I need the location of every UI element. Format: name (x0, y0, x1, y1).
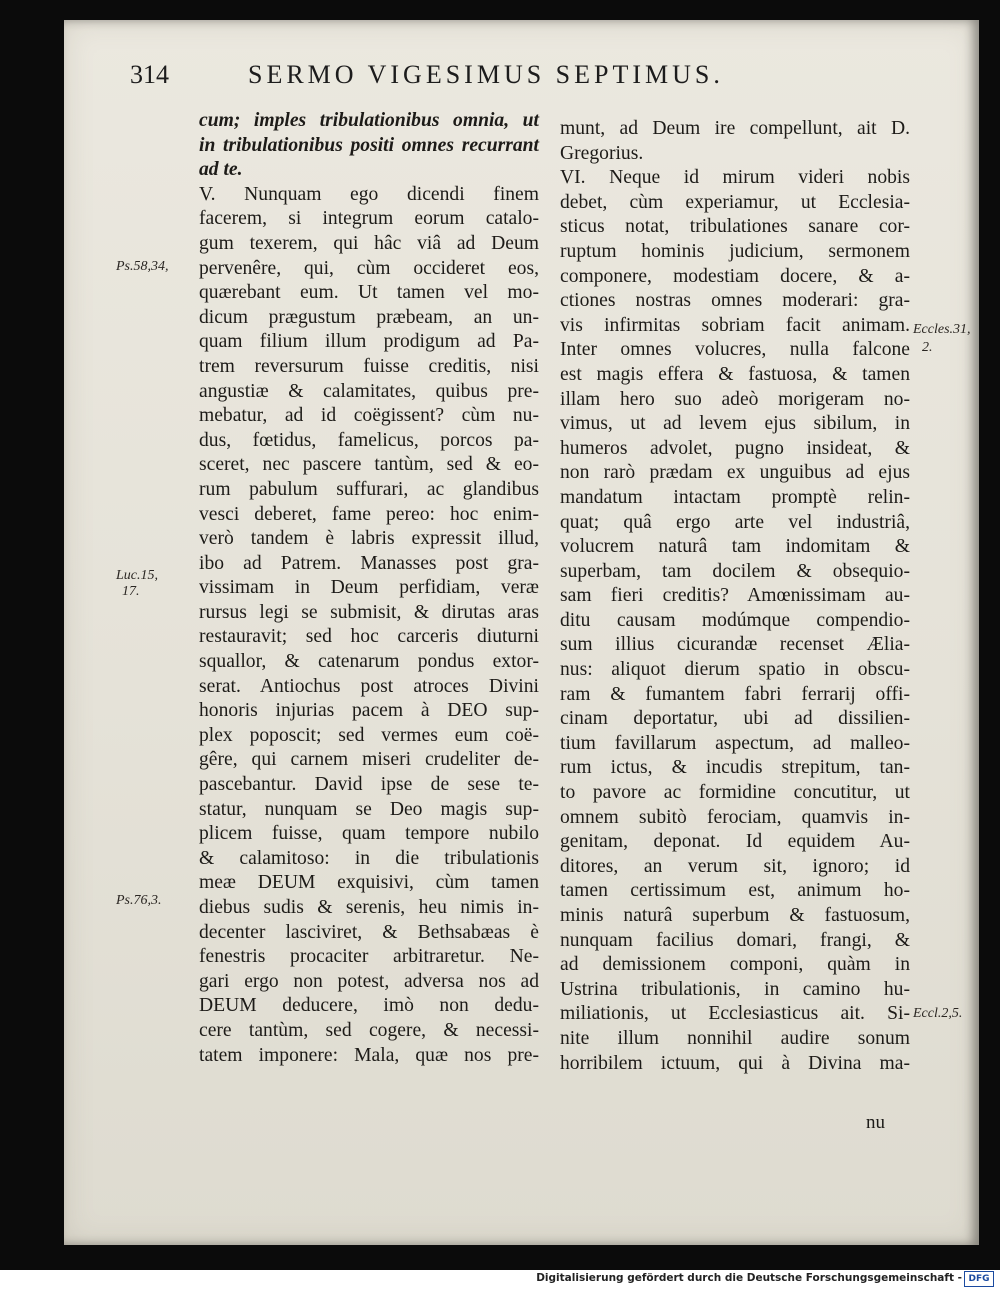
text-line: mebatur, ad id coëgissent? cùm nu- (199, 405, 539, 427)
margin-note-ps76: Ps.76,3. (116, 893, 162, 908)
text-line: nus: aliquot dierum spatio in obscu- (560, 659, 910, 681)
text-line: Ustrina tribulationis, in camino hu- (560, 978, 910, 1000)
text-line: munt, ad Deum ire compellunt, ait D. (560, 118, 910, 139)
text-line: quærebant eum. Ut tamen vel mo- (199, 282, 539, 304)
text-line: facerem, si integrum eorum catalo- (199, 208, 539, 230)
text-line: tamen certissimum est, animum ho- (560, 880, 910, 902)
margin-note-ps58: Ps.58,34, (116, 259, 169, 274)
text-line: sum illius cicurandæ recenset Ælia- (560, 634, 910, 656)
text-line: vissimam in Deum perfidiam, veræ (199, 577, 539, 599)
text-line: decenter lasciviret, & Bethsabæas è (199, 921, 539, 943)
right-text-column (560, 117, 910, 1076)
text-line: diebus sudis & serenis, heu nimis in- (199, 897, 539, 918)
page-number: 314 (130, 60, 169, 89)
text-line: to pavore ac formidine concutitur, ut (560, 782, 910, 804)
text-line: rursus legi se submisit, & dirutas aras (199, 601, 539, 623)
text-line: componere, modestiam docere, & a- (560, 265, 910, 287)
left-text-column (199, 109, 539, 1068)
text-line: gari ergo non potest, adversa nos ad (199, 970, 539, 992)
text-line: genitam, deponat. Id equidem Au- (560, 831, 910, 853)
text-line: humeros advolet, pugno insideat, & (560, 437, 910, 459)
text-line: vesci deberet, fame pereo: hoc enim- (199, 503, 539, 525)
text-line: tium favillarum aspectum, ad malleo- (560, 732, 910, 754)
text-line: fenestris procaciter arbitraretur. Ne- (199, 946, 539, 968)
margin-note-eccles31: Eccles.31, (913, 322, 971, 337)
margin-note-eccles31-verse: 2. (922, 340, 933, 355)
text-line: statur, nunquam se Deo magis sup- (199, 798, 539, 820)
text-line: ram & fumantem fabri ferrarij offi- (560, 683, 910, 705)
text-line: dus, fœtidus, famelicus, porcos pa- (199, 429, 539, 451)
text-line: ditores, an verum sit, ignoro; id (560, 855, 910, 877)
margin-note-eccl2: Eccl.2,5. (913, 1006, 963, 1021)
text-line: VI. Neque id mirum videri nobis (560, 167, 910, 189)
text-line: rum pabulum suffurari, ac glandibus (199, 478, 539, 500)
text-line: omnem subitò ferociam, quamvis in- (560, 806, 910, 828)
text-line: ctiones nostras omnes moderari: gra- (560, 290, 910, 312)
text-line: miliationis, ut Ecclesiasticus ait. Si- (560, 1003, 910, 1025)
text-line: cinam deportatur, ubi ad dissilien- (560, 708, 910, 730)
text-line: debet, cùm experiamur, ut Ecclesia- (560, 191, 910, 213)
text-line: superbam, tam docilem & obsequio- (560, 560, 910, 582)
text-line: mandatum intactam promptè relin- (560, 486, 910, 508)
margin-note-luc15: Luc.15, (116, 568, 158, 583)
text-line: meæ DEUM exquisivi, cùm tamen (199, 872, 539, 894)
text-line: gum texerem, qui hâc viâ ad Deum (199, 232, 539, 254)
text-line: ruptum hominis judicium, sermonem (560, 240, 910, 262)
text-line: & calamitoso: in die tribulationis (199, 847, 539, 869)
text-line: quam filium illum prodigum ad Pa- (199, 331, 539, 353)
catchword: nu (866, 1112, 885, 1133)
text-line: trem reversurum fuisse creditis, nisi (199, 355, 539, 377)
text-line: quat; quâ ergo arte vel industriâ, (560, 511, 910, 533)
text-line: plicem fuisse, quam tempore nubilo (199, 823, 539, 845)
text-line: ditu causam modúmque compendio- (560, 609, 910, 631)
text-line: DEUM deducere, imò non dedu- (199, 995, 539, 1017)
text-line: pervenêre, qui, cùm occideret eos, (199, 257, 539, 279)
text-line: vis infirmitas sobriam facit animam. (560, 314, 910, 336)
running-head: SERMO VIGESIMUS SEPTIMUS. (248, 60, 724, 89)
text-line: illam hero suo adeò morigeram no- (560, 388, 910, 410)
text-line: restauravit; sed hoc carceris diuturni (199, 626, 539, 648)
text-line: serat. Antiochus post atroces Divini (199, 675, 539, 697)
text-line: in tribulationibus positi omnes recurrant (199, 134, 539, 156)
page-header (130, 60, 830, 100)
text-line: nite illum nonnihil audire sonum (560, 1027, 910, 1049)
text-line: sceret, nec pascere tantùm, sed & eo- (199, 454, 539, 476)
text-line: rum ictus, & incudis strepitum, tan- (560, 757, 910, 779)
text-line: dicum prægustum præbeam, an un- (199, 306, 539, 328)
text-line: plex poposcit; sed vermes eum coë- (199, 724, 539, 746)
text-line: cum; imples tribulationibus omnia, ut (199, 110, 539, 131)
text-line: V. Nunquam ego dicendi finem (199, 183, 539, 205)
text-line: sticus notat, tribulationes sanare cor- (560, 216, 910, 238)
text-line: vimus, ut ad levem ejus sibilum, in (560, 413, 910, 435)
text-line: tatem imponere: Mala, quæ nos pre- (199, 1044, 539, 1066)
text-line: nunquam facilius domari, frangi, & (560, 929, 910, 951)
text-line: non rarò prædam ex unguibus ad ejus (560, 462, 910, 484)
text-line: ibo ad Patrem. Manasses post gra- (199, 552, 539, 574)
text-line: angustiæ & calamitates, quibus pre- (199, 380, 539, 402)
margin-note-luc15-verse: 17. (122, 584, 140, 599)
text-line: cere tantùm, sed cogere, & necessi- (199, 1019, 539, 1041)
dfg-logo: DFG (964, 1271, 994, 1287)
text-line: pascebantur. David ipse de sese te- (199, 774, 539, 796)
text-line: Gregorius. (560, 142, 644, 164)
text-line: est magis effera & fastuosa, & tamen (560, 363, 910, 385)
text-line: squallor, & catenarum pondus extor- (199, 651, 539, 673)
text-line: verò tandem è labris expressit illud, (199, 528, 539, 550)
footer-credit: Digitalisierung gefördert durch die Deutsche Forschungsgemeinschaft - (536, 1272, 962, 1284)
text-line: sam fieri creditis? Amœnissimam au- (560, 585, 910, 607)
footer-bar (0, 1270, 1000, 1289)
text-line: gêre, qui carnem miseri crudeliter de- (199, 749, 539, 771)
text-line: ad demissionem componi, quàm in (560, 954, 910, 976)
text-line: Inter omnes volucres, nulla falcone (560, 339, 910, 361)
text-line: ad te. (199, 159, 243, 181)
text-line: volucrem naturâ tam indomitam & (560, 536, 910, 558)
text-line: honoris injurias pacem à DEO sup- (199, 700, 539, 722)
text-line: minis naturâ superbum & fastuosum, (560, 905, 910, 926)
text-line: horribilem ictuum, qui à Divina ma- (560, 1052, 910, 1074)
